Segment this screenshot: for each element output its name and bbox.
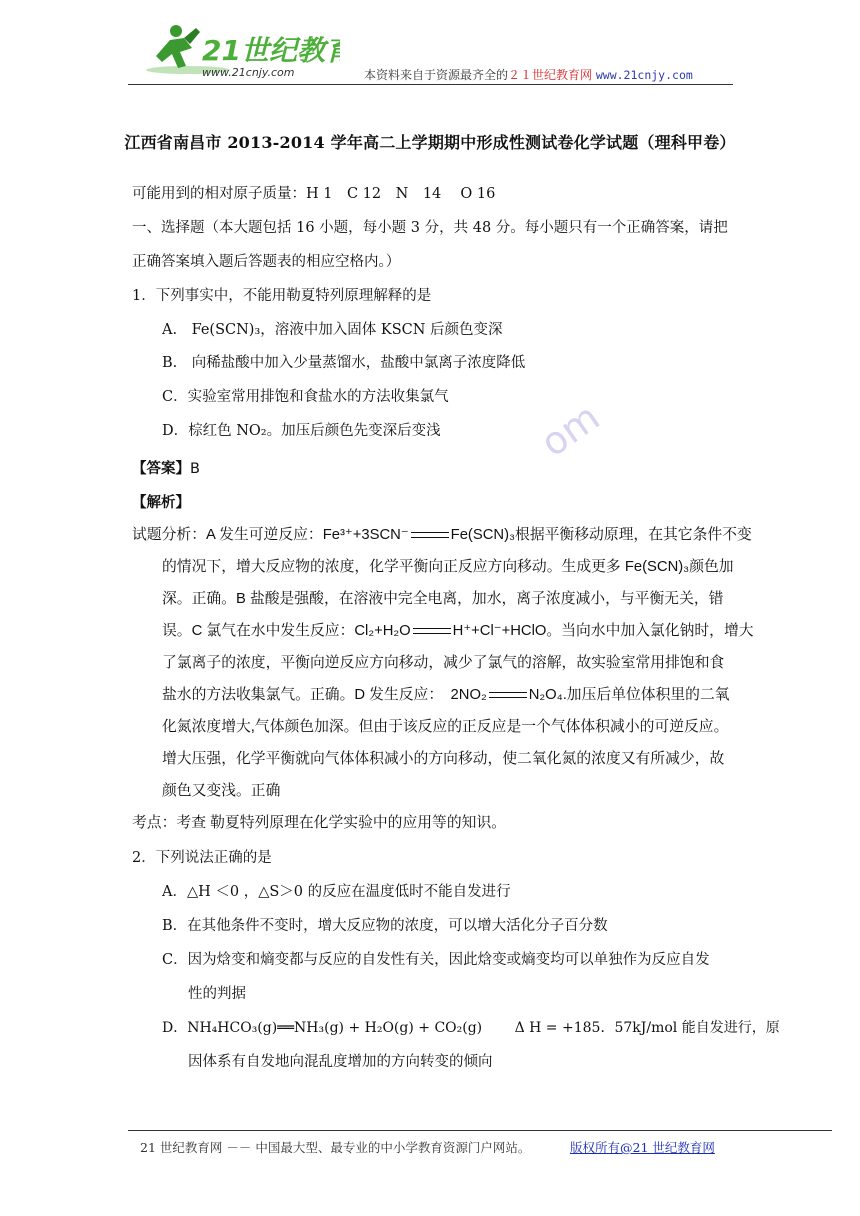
q2-option-c-line1: C．因为焓变和熵变都与反应的自发性有关，因此焓变或熵变均可以单独作为反应自发 [162,952,710,968]
q2-option-d-line1: D．NH₄HCO₃(g)══NH₃(g) + H₂O(g) + CO₂(g) Δ H = +185．57kJ/mol 能自发进行，原 [162,1020,780,1036]
analysis-text: H⁺+Cl⁻+HClO。当向水中加入氯化钠时，增大 [452,623,754,639]
analysis-text: 试题分析：A 发生可逆反应：Fe³⁺+3SCN⁻ [132,527,409,543]
analysis-text: Fe(SCN)₃根据平衡移动原理，在其它条件不变 [450,527,752,543]
analysis-line-7: 化氮浓度增大,气体颜色加深。但由于该反应的正反应是一个气体体积减小的可逆反应。 [162,719,729,735]
watermark: om [532,394,608,466]
q2-option-c-line2: 性的判据 [188,986,246,1002]
analysis-key-point: 考点：考查 勒夏特列原理在化学实验中的应用等的知识。 [132,815,507,831]
q2-stem: 2．下列说法正确的是 [132,850,272,866]
atomic-masses: 可能用到的相对原子质量：H 1 C 12 N 14 O 16 [132,186,496,202]
header-note [364,66,693,83]
analysis-line-4 [162,621,754,641]
logo-url: www.21cnjy.com [202,66,295,79]
analysis-line-5: 了氯离子的浓度，平衡向逆反应方向移动，减少了氯气的溶解，故实验室常用排饱和食 [162,655,725,671]
analysis-line-9: 颜色又变浅。正确 [162,783,281,799]
q1-option-d: D．棕红色 NO₂。加压后颜色先变深后变浅 [162,423,441,439]
footer-divider [128,1130,832,1131]
equilibrium-arrow-icon [489,689,527,701]
answer-label: 【答案】 [132,461,190,477]
q2-option-d-line2: 因体系有自发地向混乱度增加的方向转变的倾向 [188,1054,493,1070]
runner-logo-icon [140,22,340,84]
analysis-line-2: 的情况下，增大反应物的浓度，化学平衡向正反应方向移动。生成更多 Fe(SCN)₃颜色加 [162,559,734,575]
section-instructions-line2: 正确答案填入题后答题表的相应空格内。） [132,254,401,270]
analysis-text: N₂O₄.加压后单位体积里的二氧 [528,687,730,703]
footer-text: 21 世纪教育网 －－ 中国最大型、最专业的中小学教育资源门户网站。 [140,1140,531,1155]
analysis-line-6 [162,685,730,705]
q1-option-b: B. 向稀盐酸中加入少量蒸馏水，盐酸中氯离子浓度降低 [162,355,526,371]
analysis-text: 误。C 氯气在水中发生反应：Cl₂+H₂O [162,623,411,639]
answer-value: B [190,461,200,477]
analysis-line-1 [132,525,752,545]
site-logo [140,22,340,84]
q2-option-b: B．在其他条件不变时，增大反应物的浓度，可以增大活化分子百分数 [162,918,608,934]
analysis-line-3: 深。正确。B 盐酸是强酸，在溶液中完全电离，加水，离子浓度减小，与平衡无关，错 [162,591,724,607]
header-divider [128,84,733,85]
equilibrium-arrow-icon [411,529,449,541]
page-title: 江西省南昌市 2013-2014 学年高二上学期期中形成性测试卷化学试题（理科甲卷） [124,133,736,152]
q1-stem: 1．下列事实中，不能用勒夏特列原理解释的是 [132,288,432,304]
footer-copyright-link[interactable]: 版权所有@21 世纪教育网 [570,1140,715,1155]
analysis-text: 盐水的方法收集氯气。正确。D 发生反应： 2NO₂ [162,687,487,703]
logo-text: 21世纪教育 [202,34,340,67]
header-url-link[interactable]: www.21cnjy.com [595,68,693,82]
q2-option-a: A．△H ＜0 ，△S＞0 的反应在温度低时不能自发进行 [162,884,511,900]
q1-answer [132,457,200,478]
analysis-line-8: 增大压强，化学平衡就向气体体积减小的方向移动，使二氧化氮的浓度又有所减少，故 [162,751,725,767]
header-note-prefix: 本资料来自于资源最齐全的 [364,68,509,82]
q1-option-a: A. Fe(SCN)₃，溶液中加入固体 KSCN 后颜色变深 [162,322,503,338]
equilibrium-arrow-icon [413,625,451,637]
q1-option-c: C．实验室常用排饱和食盐水的方法收集氯气 [162,389,449,405]
header-site-name[interactable]: ２１世纪教育网 [508,68,593,82]
section-instructions-line1: 一、选择题（本大题包括 16 小题，每小题 3 分，共 48 分。每小题只有一个正确答案，请把 [132,220,728,236]
analysis-label: 【解析】 [132,495,190,511]
